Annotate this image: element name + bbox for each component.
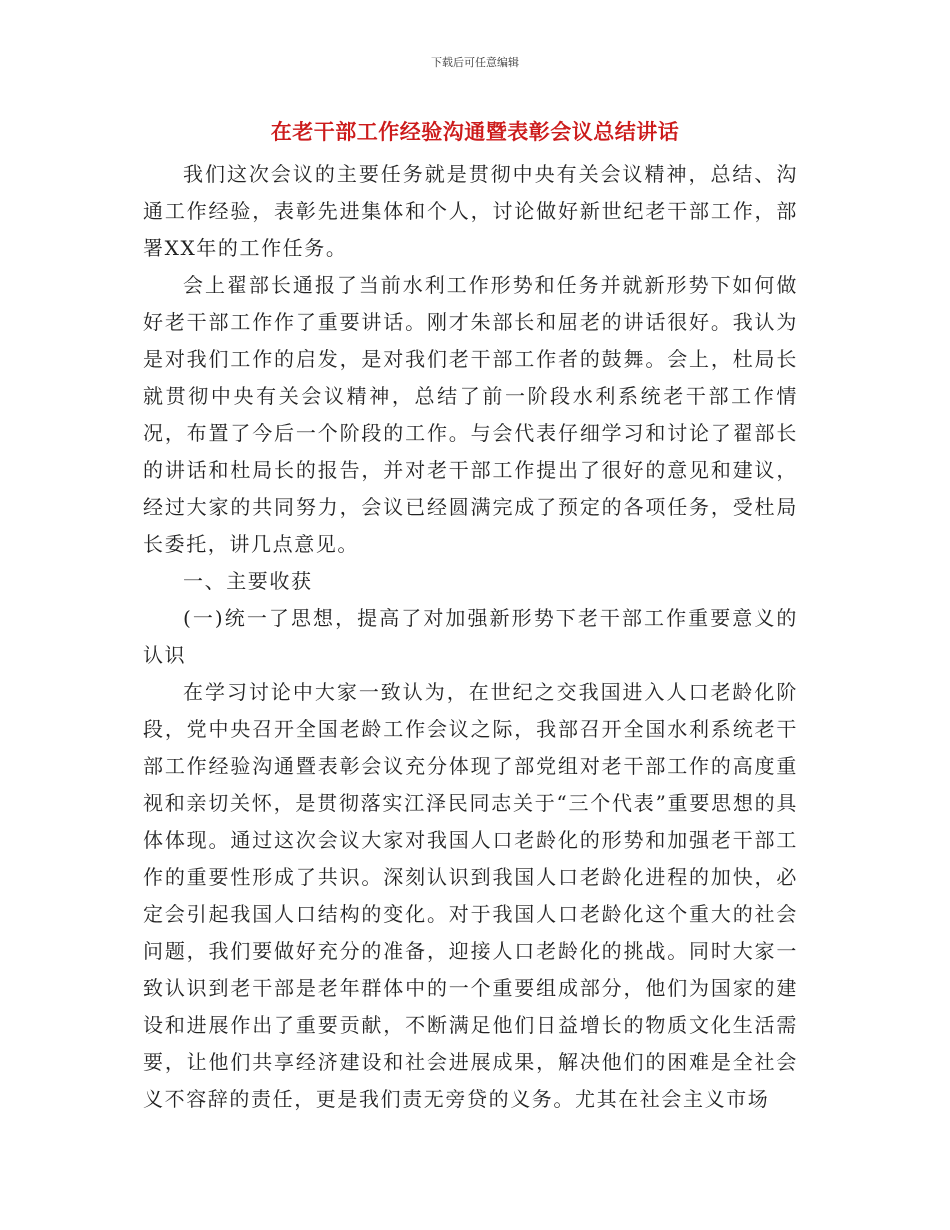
header-note: 下载后可任意编辑 (431, 56, 519, 69)
document-title: 在老干部工作经验沟通暨表彰会议总结讲话 (270, 120, 680, 144)
subsection-heading: (一)统一了思想，提高了对加强新形势下老干部工作重要意义的认识 (143, 606, 798, 667)
section-heading: 一、主要收获 (183, 569, 313, 593)
paragraph-meeting-summary: 会上翟部长通报了当前水利工作形势和任务并就新形势下如何做好老干部工作作了重要讲话。刚才朱部长和屈老的讲话很好。我认为是对我们工作的启发，是对我们老干部工作者的鼓舞。会上，杜局长就贯彻中央有关会议精神，总结了前一阶段水利系统老干部工作情况，布置了今后一个阶段的工作。与会代表仔细学习和讨论了翟部长的讲话和杜局长的报告，并对老干部工作提出了很好的意见和建议，经过大家的共同努力，会议已经圆满完成了预定的各项任务，受杜局长委托，讲几点意见。 (143, 273, 798, 556)
document-body (143, 156, 798, 1118)
paragraph-discussion: 在学习讨论中大家一致认为，在世纪之交我国进入人口老龄化阶段，党中央召开全国老龄工作会议之际，我部召开全国水利系统老干部工作经验沟通暨表彰会议充分体现了部党组对老干部工作的高度重视和亲切关怀，是贯彻落实江泽民同志关于“三个代表”重要思想的具体体现。通过这次会议大家对我国人口老龄化的形势和加强老干部工作的重要性形成了共识。深刻认识到我国人口老龄化进程的加快，必定会引起我国人口结构的变化。对于我国人口老龄化这个重大的社会问题，我们要做好充分的准备，迎接人口老龄化的挑战。同时大家一致认识到老干部是老年群体中的一个重要组成部分，他们为国家的建设和进展作出了重要贡献，不断满足他们日益增长的物质文化生活需要，让他们共享经济建设和社会进展成果，解决他们的困难是全社会义不容辞的责任，更是我们责无旁贷的义务。尤其在社会主义市场 (143, 680, 798, 1111)
paragraph-intro: 我们这次会议的主要任务就是贯彻中央有关会议精神，总结、沟通工作经验，表彰先进集体和个人，讨论做好新世纪老干部工作，部署XX年的工作任务。 (143, 162, 798, 260)
